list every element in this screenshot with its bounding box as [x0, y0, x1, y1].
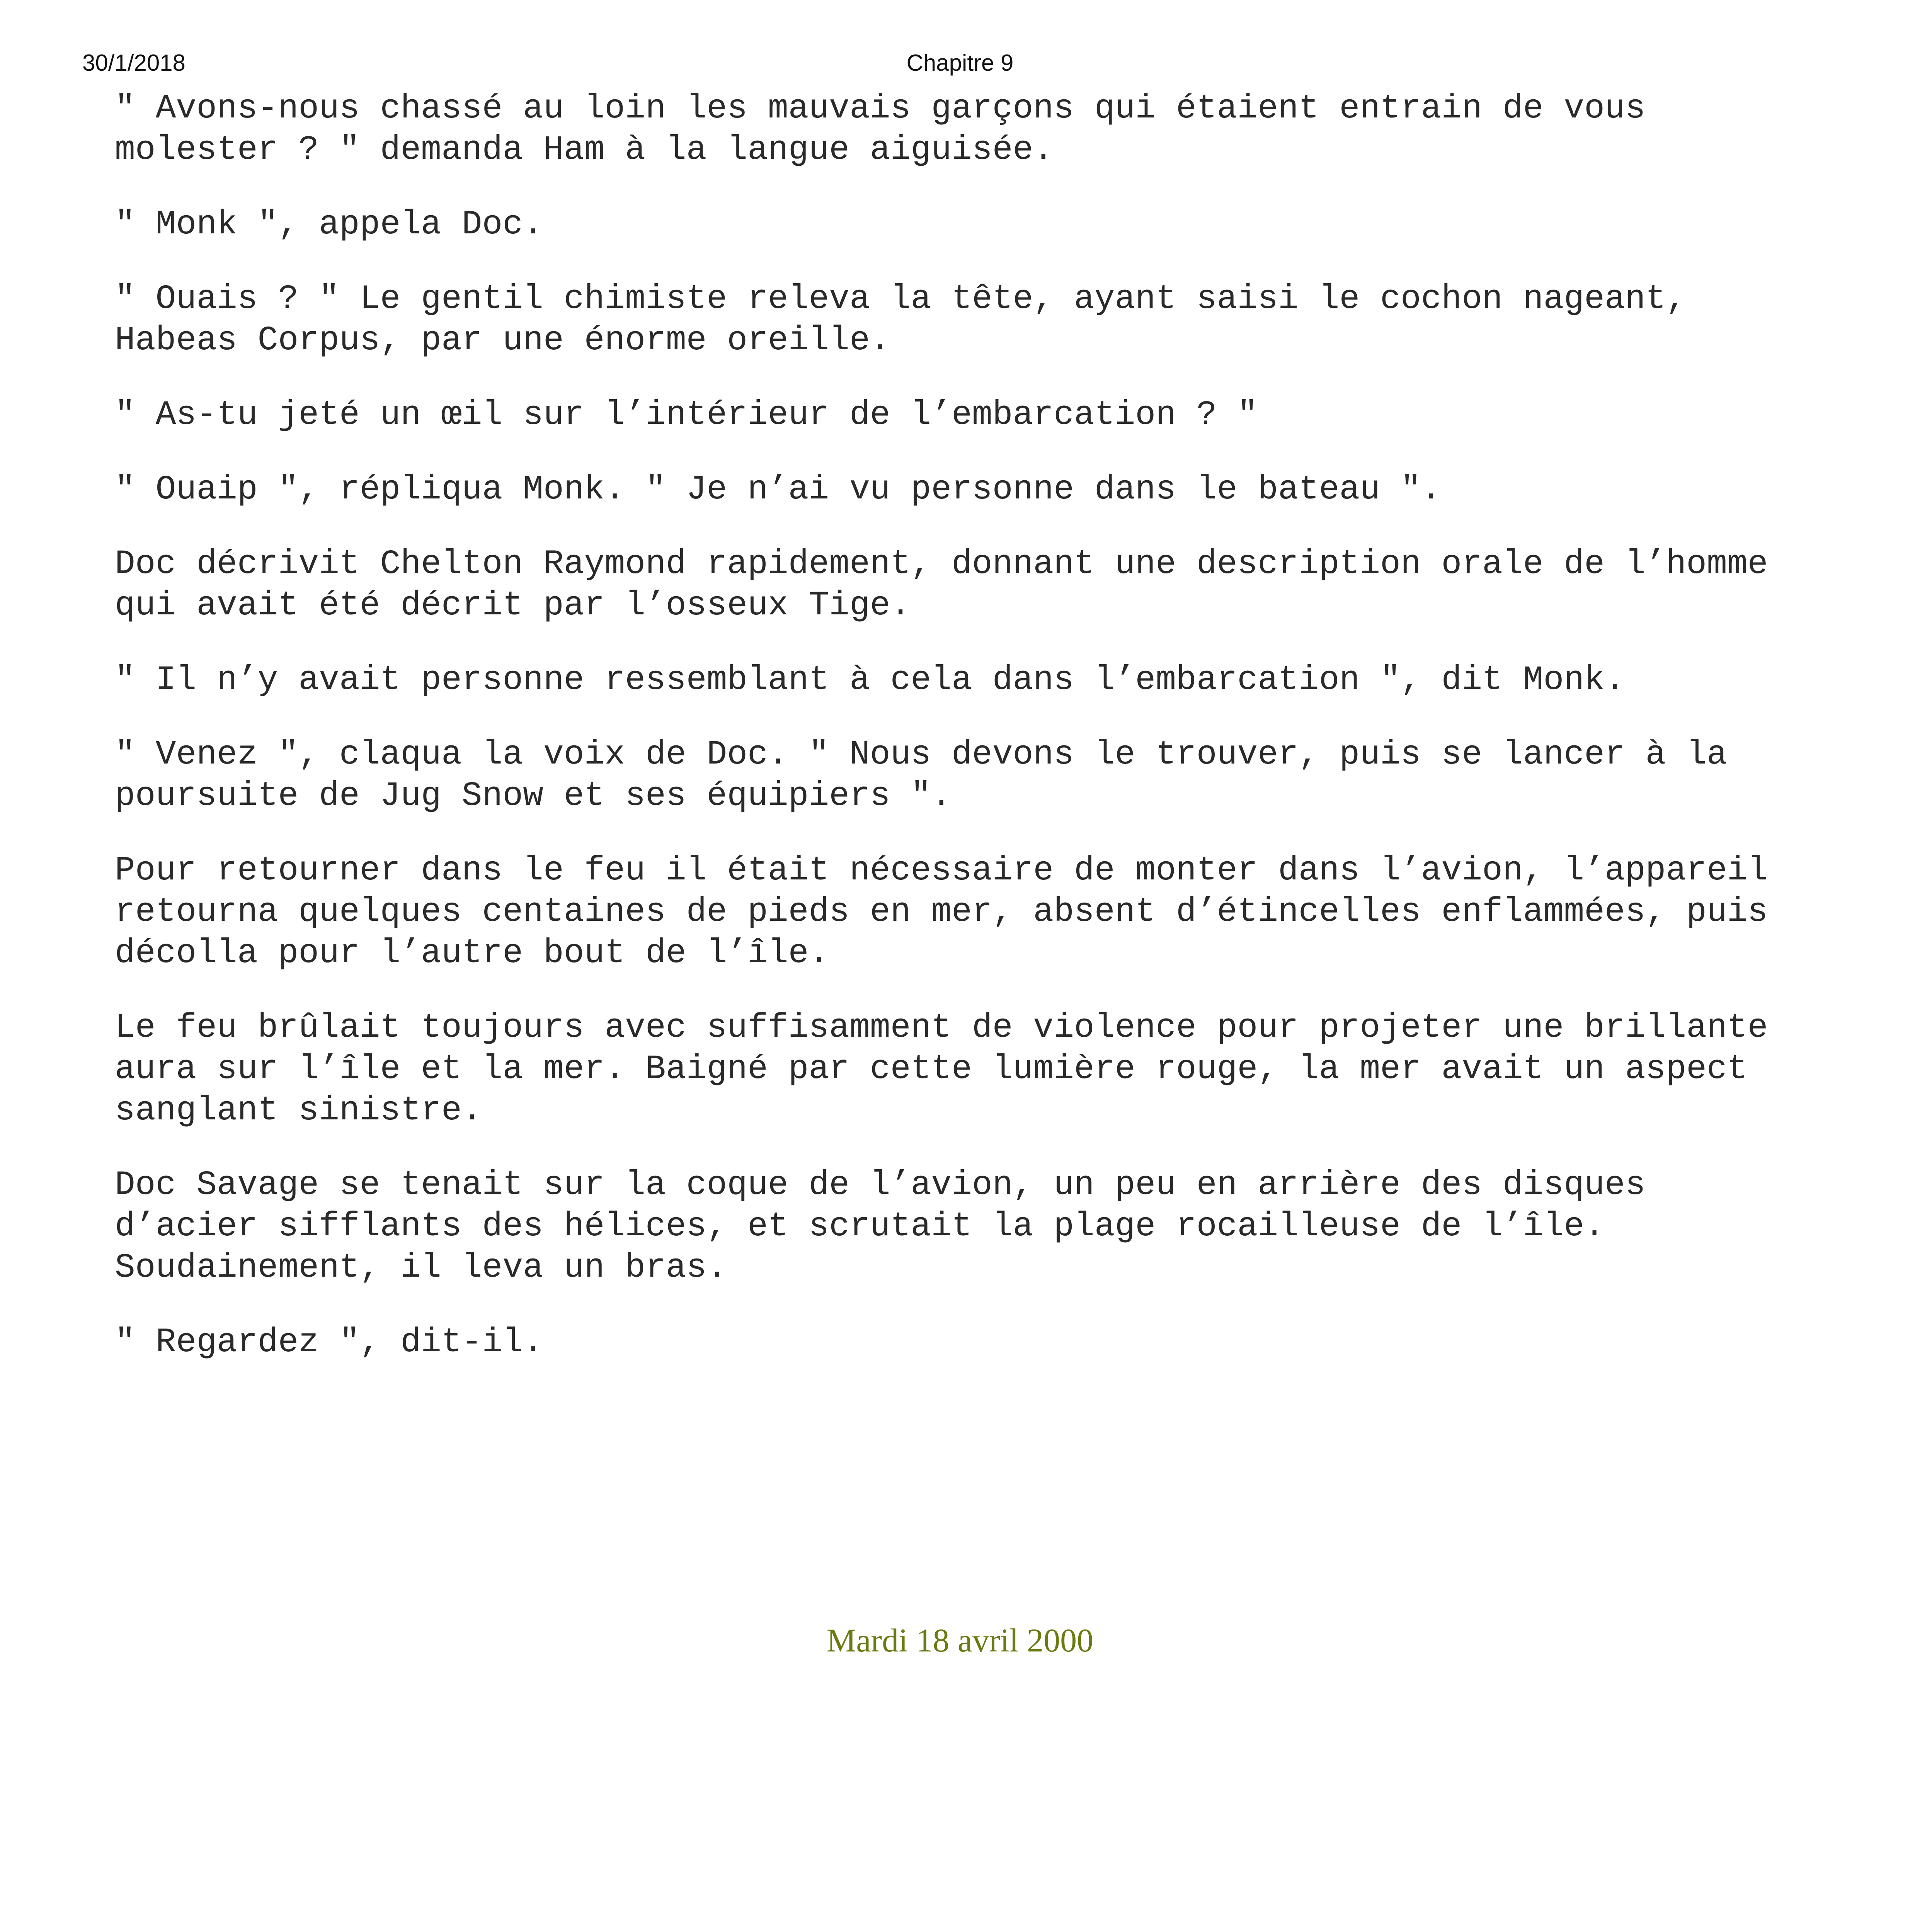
paragraph: " As-tu jeté un œil sur l’intérieur de l’embarcation ? " [115, 396, 1258, 434]
paragraph: Le feu brûlait toujours avec suffisamment de violence pour projeter une brillante aura sur l’île et la mer. Baigné par cette lumière rouge, la mer avait un aspect sanglant sinistre. [115, 1009, 1768, 1130]
print-date: 30/1/2018 [82, 50, 186, 76]
paragraph: " Regardez ", dit-il. [115, 1323, 543, 1362]
chapter-text [115, 88, 1815, 1363]
print-header [0, 46, 1920, 80]
paragraph: " Ouais ? " Le gentil chimiste releva la tête, ayant saisi le cochon nageant, Habeas Corpus, par une énorme oreille. [115, 280, 1687, 360]
paragraph: " Il n’y avait personne ressemblant à cela dans l’embarcation ", dit Monk. [115, 661, 1625, 699]
publication-date: Mardi 18 avril 2000 [826, 1622, 1094, 1659]
paragraph: " Ouaip ", répliqua Monk. " Je n’ai vu personne dans le bateau ". [115, 471, 1442, 509]
paragraph: " Venez ", claqua la voix de Doc. " Nous devons le trouver, puis se lancer à la poursuite de Jug Snow et ses équipiers ". [115, 736, 1727, 815]
paragraph: " Avons-nous chassé au loin les mauvais garçons qui étaient entrain de vous molester ? " demanda Ham à la langue aiguisée. [115, 90, 1646, 169]
paragraph: " Monk ", appela Doc. [115, 206, 543, 244]
paragraph: Pour retourner dans le feu il était nécessaire de monter dans l’avion, l’appareil retourna quelques centaines de pieds en mer, absent d’étincelles enflammées, puis décolla pour l’autre bout de l’île. [115, 852, 1768, 973]
page-title: Chapitre 9 [906, 50, 1014, 76]
paragraph: Doc Savage se tenait sur la coque de l’avion, un peu en arrière des disques d’acier sifflants des hélices, et scrutait la plage rocailleuse de l’île. Soudainement, il leva un bras. [115, 1166, 1646, 1287]
paragraph: Doc décrivit Chelton Raymond rapidement, donnant une description orale de l’homme qui avait été décrit par l’osseux Tige. [115, 545, 1768, 625]
